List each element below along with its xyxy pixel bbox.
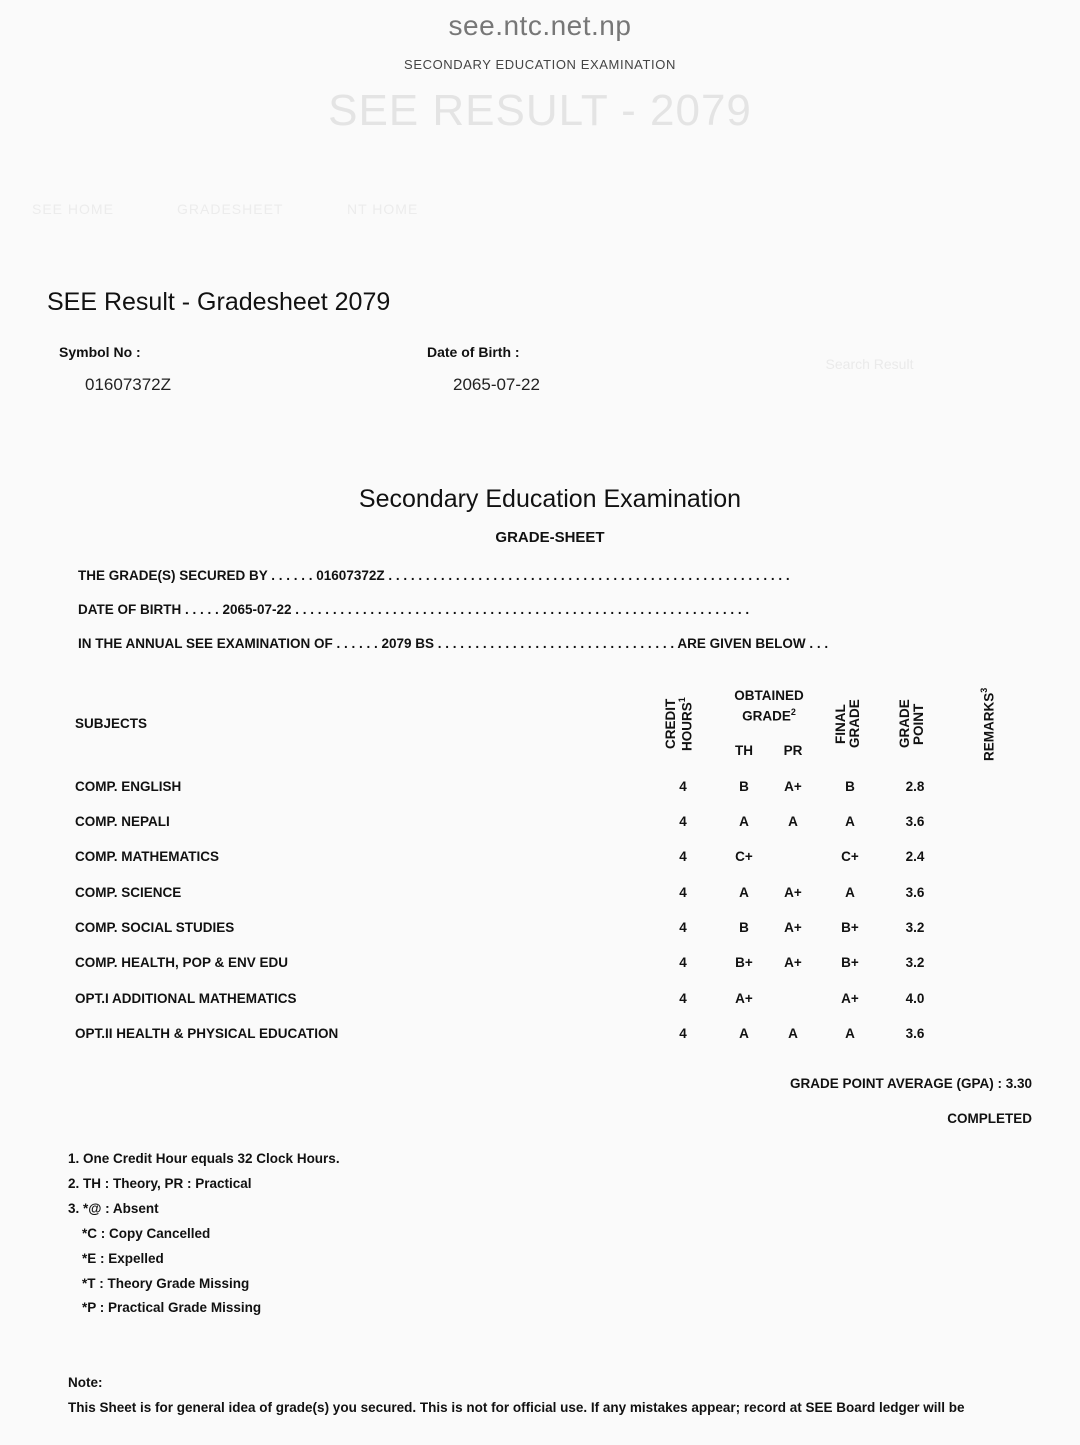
final-grade-cell: B+ [841, 920, 859, 935]
nav-nt-home[interactable]: NT HOME [347, 201, 419, 217]
grade-point-cell: 2.4 [905, 849, 925, 864]
header-grade-point: GRADE POINT [897, 699, 927, 748]
table-row [0, 920, 1080, 940]
site-subtitle: SECONDARY EDUCATION EXAMINATION [404, 57, 676, 72]
symbol-label: Symbol No : [59, 344, 141, 360]
footnote-theory-missing: *T : Theory Grade Missing [82, 1276, 250, 1291]
header-obtained-grade: OBTAINED GRADE$^2$ [734, 688, 804, 724]
header-th: TH [735, 743, 753, 758]
footnote-2: 2. TH : Theory, PR : Practical [68, 1176, 252, 1191]
table-row [0, 779, 1080, 799]
th-grade-cell: A [739, 1026, 749, 1041]
search-result-button[interactable]: Search Result [825, 356, 914, 372]
grade-point-cell: 3.6 [905, 1026, 925, 1041]
info-secured-by: THE GRADE(S) SECURED BY . . . . . . 01607372Z . . . . . . . . . . . . . . . . . . . . . . . . . . . . . . . . . . . . . . . . . . . . . . . . . . . . . . [78, 568, 790, 583]
final-grade-cell: B [845, 779, 855, 794]
pr-grade-cell: A [788, 814, 798, 829]
final-grade-cell: A+ [841, 991, 859, 1006]
note-text: This Sheet is for general idea of grade(s) you secured. This is not for official use. If any mistakes appear; record at SEE Board ledger will be [68, 1400, 965, 1415]
grade-point-cell: 3.2 [905, 955, 925, 970]
grade-point-cell: 3.2 [905, 920, 925, 935]
subject-cell: COMP. ENGLISH [75, 779, 182, 794]
table-row [0, 814, 1080, 834]
footnote-copy-cancelled: *C : Copy Cancelled [82, 1226, 211, 1241]
site-url: see.ntc.net.np [448, 10, 632, 41]
final-grade-cell: A [845, 1026, 855, 1041]
dob-input[interactable]: 2065-07-22 [453, 375, 540, 394]
gradesheet-subtitle: GRADE-SHEET [495, 529, 605, 546]
gpa-value: GRADE POINT AVERAGE (GPA) : 3.30 [789, 1076, 1032, 1091]
th-grade-cell: A [739, 814, 749, 829]
subject-cell: COMP. SOCIAL STUDIES [75, 920, 235, 935]
table-row [0, 849, 1080, 869]
page-title: SEE Result - Gradesheet 2079 [47, 288, 391, 316]
pr-grade-cell: A+ [784, 779, 802, 794]
subject-cell: OPT.II HEALTH & PHYSICAL EDUCATION [75, 1026, 339, 1041]
grade-point-cell: 3.6 [905, 885, 925, 900]
grade-point-cell: 4.0 [905, 991, 925, 1006]
footnote-1: 1. One Credit Hour equals 32 Clock Hours. [68, 1151, 340, 1166]
th-grade-cell: B+ [735, 955, 753, 970]
nav-gradesheet[interactable]: GRADESHEET [177, 201, 284, 217]
final-grade-cell: A [845, 885, 855, 900]
pr-grade-cell: A+ [784, 885, 802, 900]
footnote-3: 3. *@ : Absent [68, 1201, 159, 1216]
gradesheet-title: Secondary Education Examination [358, 485, 742, 513]
credit-hours-cell: 4 [679, 885, 687, 900]
header-pr: PR [783, 743, 803, 758]
credit-hours-cell: 4 [679, 991, 687, 1006]
credit-hours-cell: 4 [679, 849, 687, 864]
header-credit-hours: CREDIT HOURS$^1$ [663, 697, 695, 751]
subject-cell: COMP. HEALTH, POP & ENV EDU [75, 955, 289, 970]
grade-point-cell: 3.6 [905, 814, 925, 829]
table-row [0, 885, 1080, 905]
footnote-practical-missing: *P : Practical Grade Missing [82, 1300, 262, 1315]
header-remarks: REMARKS$^3$ [979, 687, 997, 761]
symbol-input[interactable]: 01607372Z [85, 375, 172, 394]
th-grade-cell: B [739, 779, 749, 794]
final-grade-cell: B+ [841, 955, 859, 970]
header-final-grade: FINAL GRADE [833, 699, 863, 748]
pr-grade-cell: A [788, 1026, 798, 1041]
pr-grade-cell: A+ [784, 955, 802, 970]
header-subjects: SUBJECTS [75, 716, 148, 731]
subject-cell: OPT.I ADDITIONAL MATHEMATICS [75, 991, 297, 1006]
credit-hours-cell: 4 [679, 920, 687, 935]
hero-title: SEE RESULT - 2079 [328, 86, 752, 135]
credit-hours-cell: 4 [679, 1026, 687, 1041]
info-date-of-birth: DATE OF BIRTH . . . . . 2065-07-22 . . . . . . . . . . . . . . . . . . . . . . . . . . . . . . . . . . . . . . . . . . . . . . . . . . . . . . . . . . . . . [78, 602, 750, 617]
grade-point-cell: 2.8 [905, 779, 925, 794]
th-grade-cell: A [739, 885, 749, 900]
th-grade-cell: B [739, 920, 749, 935]
final-grade-cell: C+ [841, 849, 859, 864]
table-row [0, 1026, 1080, 1046]
th-grade-cell: A+ [735, 991, 753, 1006]
th-grade-cell: C+ [735, 849, 753, 864]
footnote-expelled: *E : Expelled [82, 1251, 164, 1266]
subject-cell: COMP. SCIENCE [75, 885, 182, 900]
table-row [0, 955, 1080, 975]
final-grade-cell: A [845, 814, 855, 829]
dob-label: Date of Birth : [427, 344, 520, 360]
info-exam-year: IN THE ANNUAL SEE EXAMINATION OF . . . . . . 2079 BS . . . . . . . . . . . . . . . . . . . . . . . . . . . . . . . . ARE GIVEN BELOW . . . [78, 636, 829, 651]
nav-see-home[interactable]: SEE HOME [32, 201, 114, 217]
credit-hours-cell: 4 [679, 955, 687, 970]
note-label: Note: [68, 1375, 103, 1390]
subject-cell: COMP. MATHEMATICS [75, 849, 219, 864]
credit-hours-cell: 4 [679, 779, 687, 794]
pr-grade-cell: A+ [784, 920, 802, 935]
result-status: COMPLETED [947, 1111, 1032, 1126]
subject-cell: COMP. NEPALI [75, 814, 170, 829]
credit-hours-cell: 4 [679, 814, 687, 829]
table-row [0, 991, 1080, 1011]
